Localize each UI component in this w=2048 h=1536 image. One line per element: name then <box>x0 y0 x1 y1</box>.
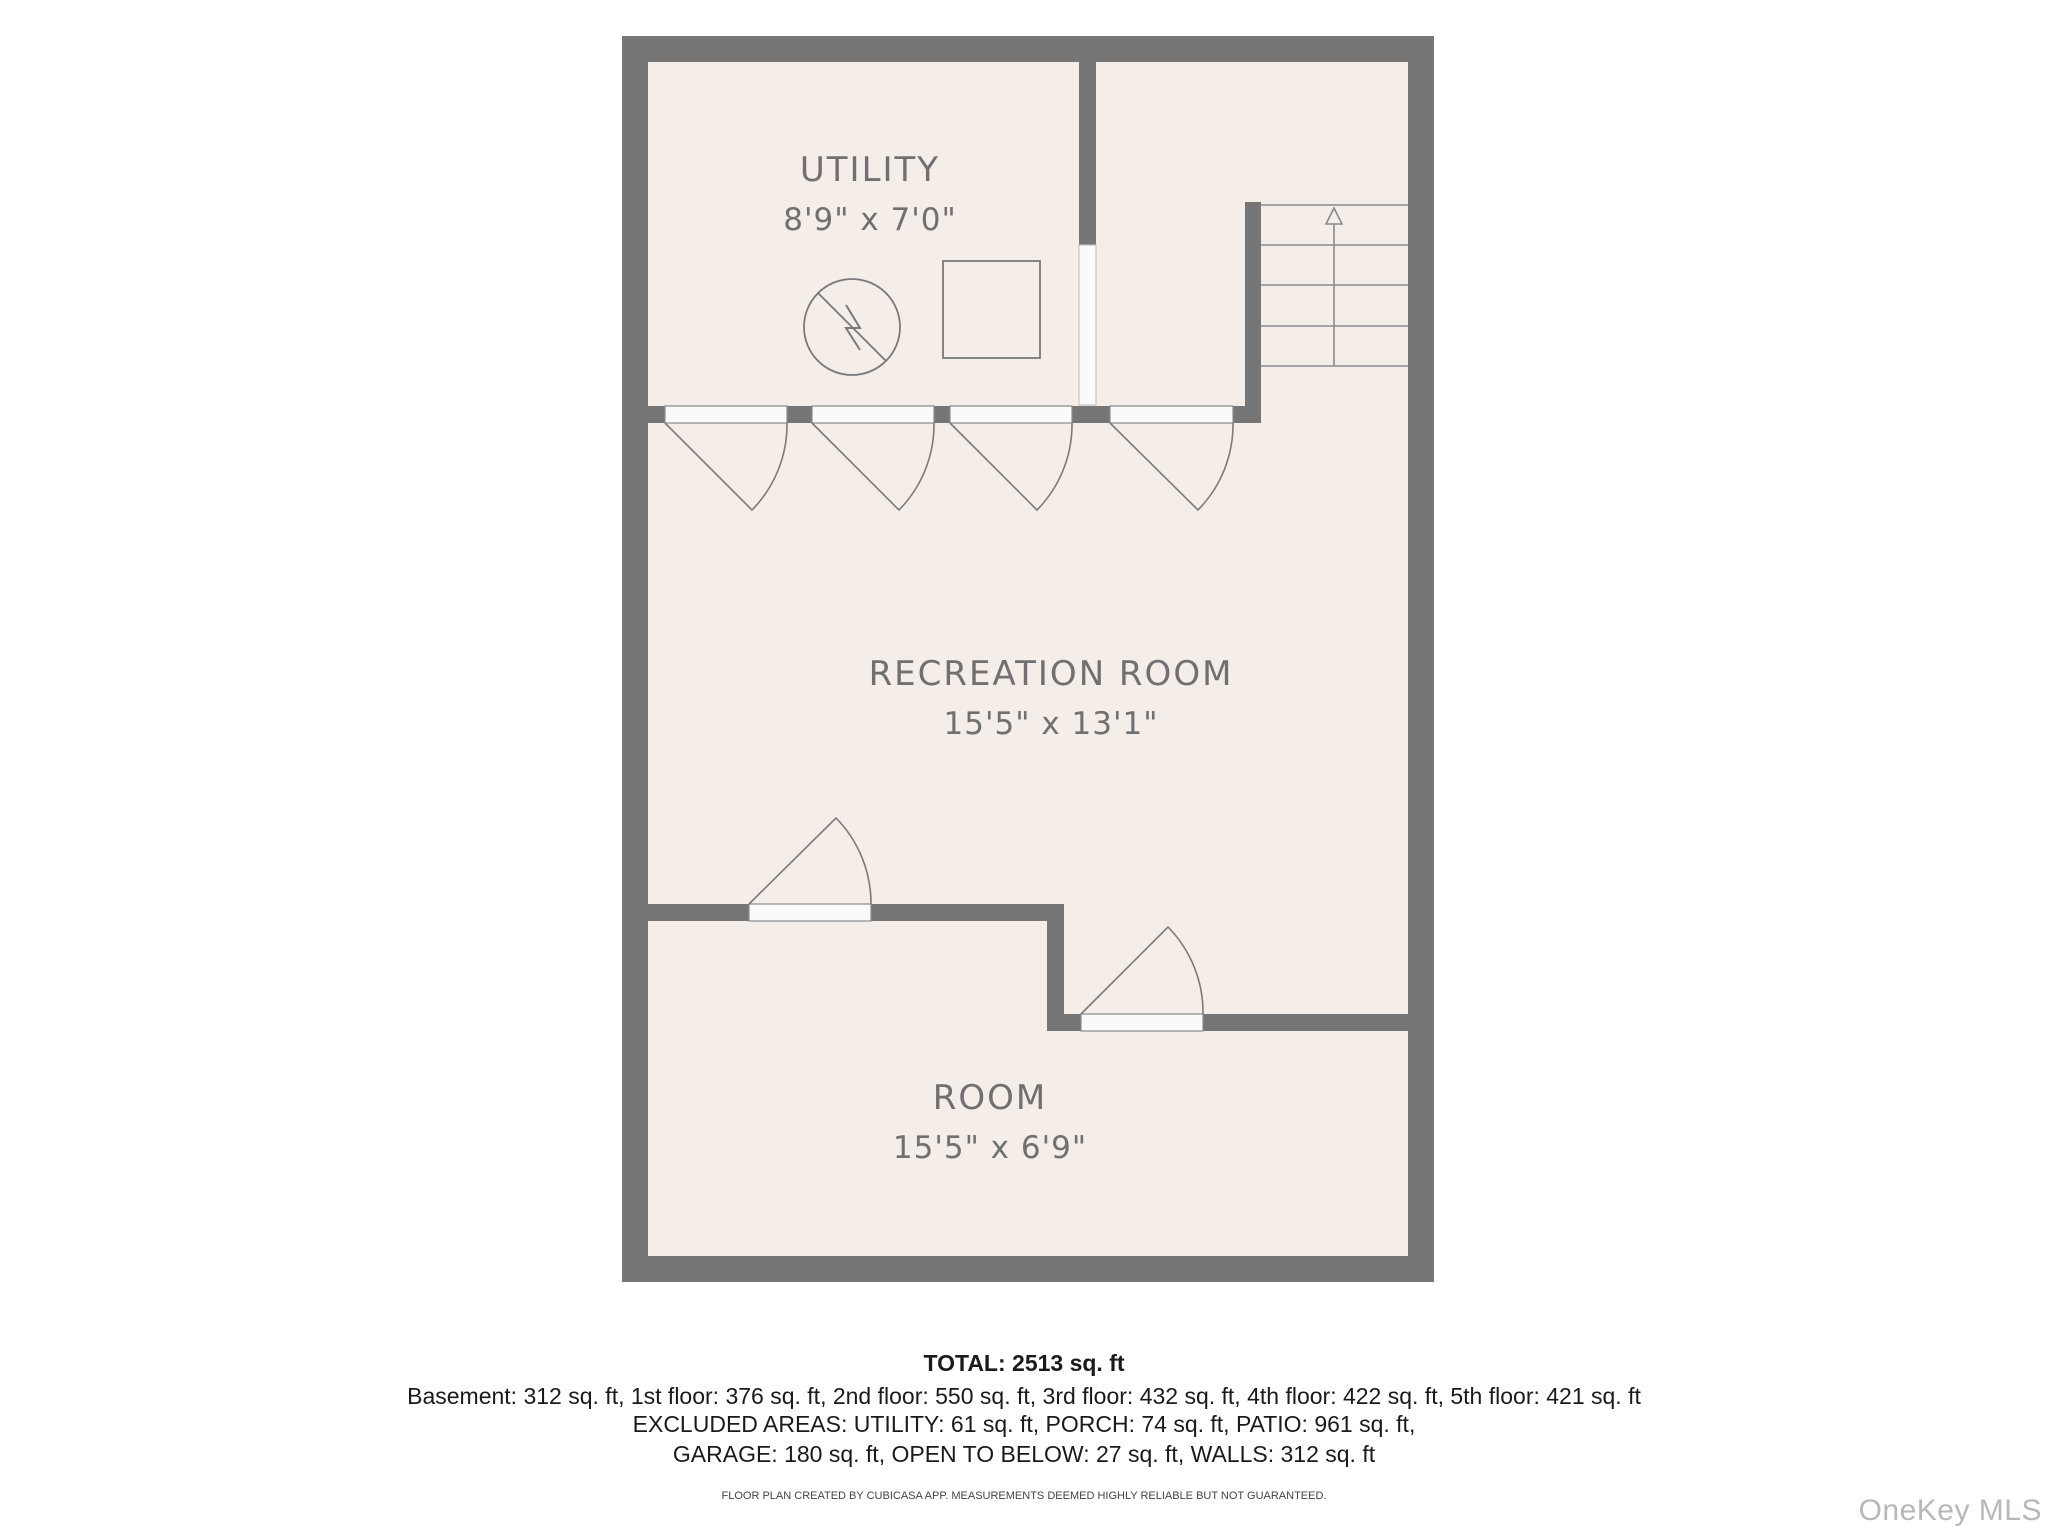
excluded-areas-line-2: GARAGE: 180 sq. ft, OPEN TO BELOW: 27 sq. ft, WALLS: 312 sq. ft <box>672 1441 1376 1467</box>
excluded-areas-line-1: EXCLUDED AREAS: UTILITY: 61 sq. ft, PORCH: 74 sq. ft, PATIO: 961 sq. ft, <box>632 1411 1416 1437</box>
disclaimer: FLOOR PLAN CREATED BY CUBICASA APP. MEASUREMENTS DEEMED HIGHLY RELIABLE BUT NOT GUARANTEED. <box>721 1490 1327 1502</box>
utility-label: UTILITY <box>799 150 941 190</box>
utility-opening <box>1079 245 1096 405</box>
recreation-room-dimensions: 15'5" x 13'1" <box>943 706 1159 742</box>
room-dimensions: 15'5" x 6'9" <box>892 1130 1088 1166</box>
utility-divider-wall <box>1079 62 1096 245</box>
watermark: OneKey MLS <box>1858 1494 2042 1527</box>
utility-dimensions: 8'9" x 7'0" <box>783 202 957 238</box>
room-label: ROOM <box>932 1078 1048 1118</box>
recreation-room-label: RECREATION ROOM <box>868 654 1234 694</box>
total-area: TOTAL: 2513 sq. ft <box>923 1350 1125 1376</box>
floor-breakdown: Basement: 312 sq. ft, 1st floor: 376 sq. ft, 2nd floor: 550 sq. ft, 3rd floor: 432 sq. ft, 4th floor: 422 sq. ft, 5th floor: 421 sq. ft <box>407 1383 1641 1409</box>
